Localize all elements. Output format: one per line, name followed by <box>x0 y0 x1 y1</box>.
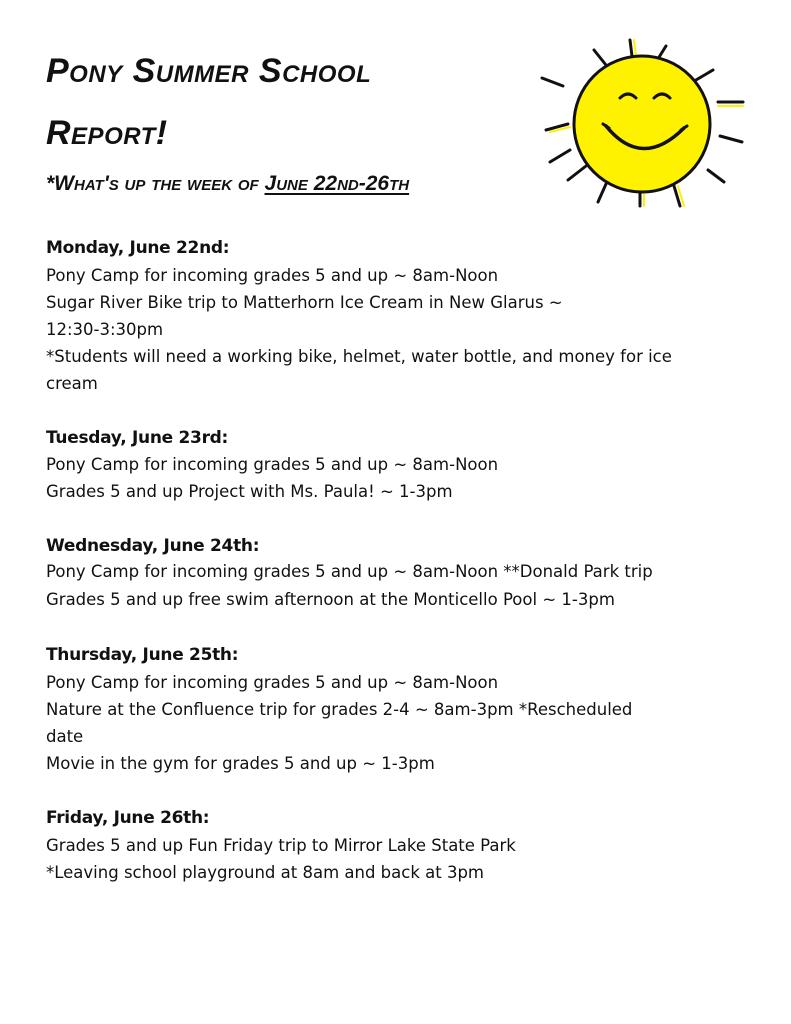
schedule-line: Movie in the gym for grades 5 and up ~ 1-3pm <box>46 754 435 773</box>
schedule-line: Sugar River Bike trip to Matterhorn Ice Cream in New Glarus ~ <box>46 293 563 312</box>
schedule-line: Pony Camp for incoming grades 5 and up ~ 8am-Noon <box>46 673 499 692</box>
subtitle-prefix: *What's up the week of <box>46 172 265 195</box>
week-subtitle <box>46 172 409 196</box>
day-heading-wednesday: Wednesday, June 24th: <box>46 536 260 556</box>
sun-ray <box>696 70 713 80</box>
schedule-line: Pony Camp for incoming grades 5 and up ~ 8am-Noon <box>46 455 499 474</box>
page-title-line-1: Pony Summer School <box>46 52 372 90</box>
sun-ray <box>550 150 570 162</box>
schedule-line: cream <box>46 374 98 393</box>
sun-ray <box>708 170 724 182</box>
day-heading-thursday: Thursday, June 25th: <box>46 645 239 665</box>
sun-ray <box>542 78 563 86</box>
sun-ray <box>720 136 742 142</box>
schedule-line: date <box>46 727 84 746</box>
sun-ray <box>568 166 586 180</box>
sun-ray <box>630 40 632 56</box>
day-heading-tuesday: Tuesday, June 23rd: <box>46 428 229 448</box>
day-heading-monday: Monday, June 22nd: <box>46 238 230 258</box>
schedule-line: Grades 5 and up Fun Friday trip to Mirror Lake State Park <box>46 836 516 855</box>
schedule-line: *Students will need a working bike, helmet, water bottle, and money for ice <box>46 347 672 366</box>
day-heading-friday: Friday, June 26th: <box>46 808 210 828</box>
schedule-line: Grades 5 and up free swim afternoon at the Monticello Pool ~ 1-3pm <box>46 590 615 609</box>
sun-ray <box>598 184 606 202</box>
schedule-line: Pony Camp for incoming grades 5 and up ~ 8am-Noon <box>46 266 499 285</box>
schedule-line: Pony Camp for incoming grades 5 and up ~ 8am-Noon **Donald Park trip <box>46 562 653 581</box>
schedule-line: Nature at the Confluence trip for grades 2-4 ~ 8am-3pm *Rescheduled <box>46 700 633 719</box>
page-title-line-2: Report! <box>46 114 168 152</box>
schedule-line: 12:30-3:30pm <box>46 320 164 339</box>
schedule-line: *Leaving school playground at 8am and back at 3pm <box>46 863 485 882</box>
sun-ray <box>594 50 606 65</box>
schedule-line: Grades 5 and up Project with Ms. Paula! ~ 1-3pm <box>46 482 453 501</box>
subtitle-date-range: June 22nd-26th <box>264 172 410 195</box>
sun-face <box>574 56 710 192</box>
smiling-sun-icon <box>528 32 758 212</box>
